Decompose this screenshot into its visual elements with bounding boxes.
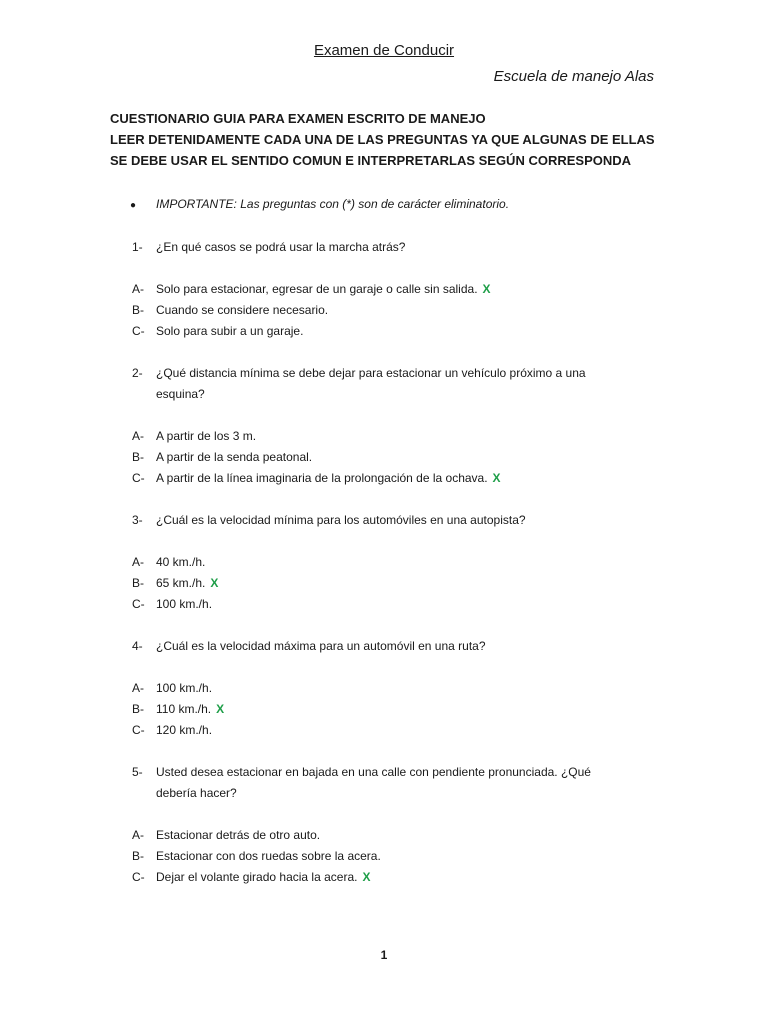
spacer [132, 741, 652, 762]
answer-option [132, 321, 652, 342]
important-note [130, 197, 509, 211]
question-line [132, 237, 652, 258]
option-text: A partir de la línea imaginaria de la prolongación de la ochava. [156, 471, 488, 485]
answer-option [132, 594, 652, 615]
spacer [132, 804, 652, 825]
option-letter: B- [132, 576, 144, 590]
heading-line: LEER DETENIDAMENTE CADA UNA DE LAS PREGUNTAS YA QUE ALGUNAS DE ELLAS [110, 132, 655, 147]
question-text: ¿Cuál es la velocidad mínima para los automóviles en una autopista? [156, 513, 526, 527]
spacer [132, 531, 652, 552]
question-line [132, 783, 652, 804]
answer-option [132, 447, 652, 468]
question-number: 1- [132, 240, 143, 254]
answer-option [132, 552, 652, 573]
question-text: ¿En qué casos se podrá usar la marcha atrás? [156, 240, 406, 254]
spacer [132, 657, 652, 678]
option-text: 40 km./h. [156, 555, 206, 569]
answer-option [132, 720, 652, 741]
heading-line: SE DEBE USAR EL SENTIDO COMUN E INTERPRETARLAS SEGÚN CORRESPONDA [110, 153, 632, 168]
correct-answer-mark: X [482, 282, 491, 296]
option-letter: C- [132, 870, 145, 884]
question-line [132, 384, 652, 405]
option-text: 120 km./h. [156, 723, 213, 737]
correct-answer-mark: X [362, 870, 371, 884]
option-letter: A- [132, 282, 144, 296]
correct-answer-mark: X [210, 576, 219, 590]
option-letter: A- [132, 828, 144, 842]
option-letter: A- [132, 555, 144, 569]
option-letter: B- [132, 849, 144, 863]
option-text: A partir de los 3 m. [156, 429, 257, 443]
answer-option [132, 573, 652, 594]
question-number: 3- [132, 513, 143, 527]
option-text: Estacionar detrás de otro auto. [156, 828, 321, 842]
option-letter: A- [132, 429, 144, 443]
question-line [132, 510, 652, 531]
question-text: debería hacer? [156, 786, 237, 800]
option-text: Solo para subir a un garaje. [156, 324, 304, 338]
correct-answer-mark: X [216, 702, 225, 716]
question-line [132, 363, 652, 384]
option-text: Solo para estacionar, egresar de un garaje o calle sin salida. [156, 282, 478, 296]
important-note-text: IMPORTANTE: Las preguntas con (*) son de carácter eliminatorio. [156, 197, 510, 211]
option-letter: B- [132, 702, 144, 716]
question-line [132, 762, 652, 783]
spacer [132, 342, 652, 363]
option-text: Cuando se considere necesario. [156, 303, 329, 317]
instructions-heading [110, 108, 670, 171]
option-letter: A- [132, 681, 144, 695]
option-text: Dejar el volante girado hacia la acera. [156, 870, 358, 884]
question-text: ¿Cuál es la velocidad máxima para un automóvil en una ruta? [156, 639, 486, 653]
question-number [132, 783, 156, 804]
option-letter: B- [132, 303, 144, 317]
answer-option [132, 426, 652, 447]
option-letter: B- [132, 450, 144, 464]
option-letter: C- [132, 324, 145, 338]
option-text: A partir de la senda peatonal. [156, 450, 313, 464]
option-letter: C- [132, 597, 145, 611]
answer-option [132, 846, 652, 867]
option-text: 100 km./h. [156, 597, 213, 611]
option-text: Estacionar con dos ruedas sobre la acera. [156, 849, 381, 863]
question-text: ¿Qué distancia mínima se debe dejar para estacionar un vehículo próximo a una [156, 366, 586, 380]
question-number [132, 384, 156, 405]
question-text: Usted desea estacionar en bajada en una calle con pendiente pronunciada. ¿Qué [156, 765, 591, 779]
question-list [132, 237, 652, 888]
spacer [132, 489, 652, 510]
spacer [132, 258, 652, 279]
school-name: Escuela de manejo Alas [493, 68, 654, 85]
correct-answer-mark: X [492, 471, 501, 485]
answer-option [132, 468, 652, 489]
answer-option [132, 699, 652, 720]
option-letter: C- [132, 471, 145, 485]
document-title: Examen de Conducir [313, 42, 455, 59]
option-letter: C- [132, 723, 145, 737]
question-number: 4- [132, 639, 143, 653]
heading-line: CUESTIONARIO GUIA PARA EXAMEN ESCRITO DE MANEJO [110, 111, 486, 126]
page-number: 1 [380, 948, 388, 962]
option-text: 100 km./h. [156, 681, 213, 695]
question-line [132, 636, 652, 657]
option-text: 110 km./h. [156, 702, 212, 716]
bullet-icon: ● [130, 200, 137, 211]
answer-option [132, 300, 652, 321]
answer-option [132, 279, 652, 300]
answer-option [132, 678, 652, 699]
answer-option [132, 825, 652, 846]
question-text: esquina? [156, 387, 205, 401]
answer-option [132, 867, 652, 888]
question-number: 2- [132, 366, 143, 380]
option-text: 65 km./h. [156, 576, 206, 590]
question-number: 5- [132, 765, 143, 779]
spacer [132, 405, 652, 426]
spacer [132, 615, 652, 636]
